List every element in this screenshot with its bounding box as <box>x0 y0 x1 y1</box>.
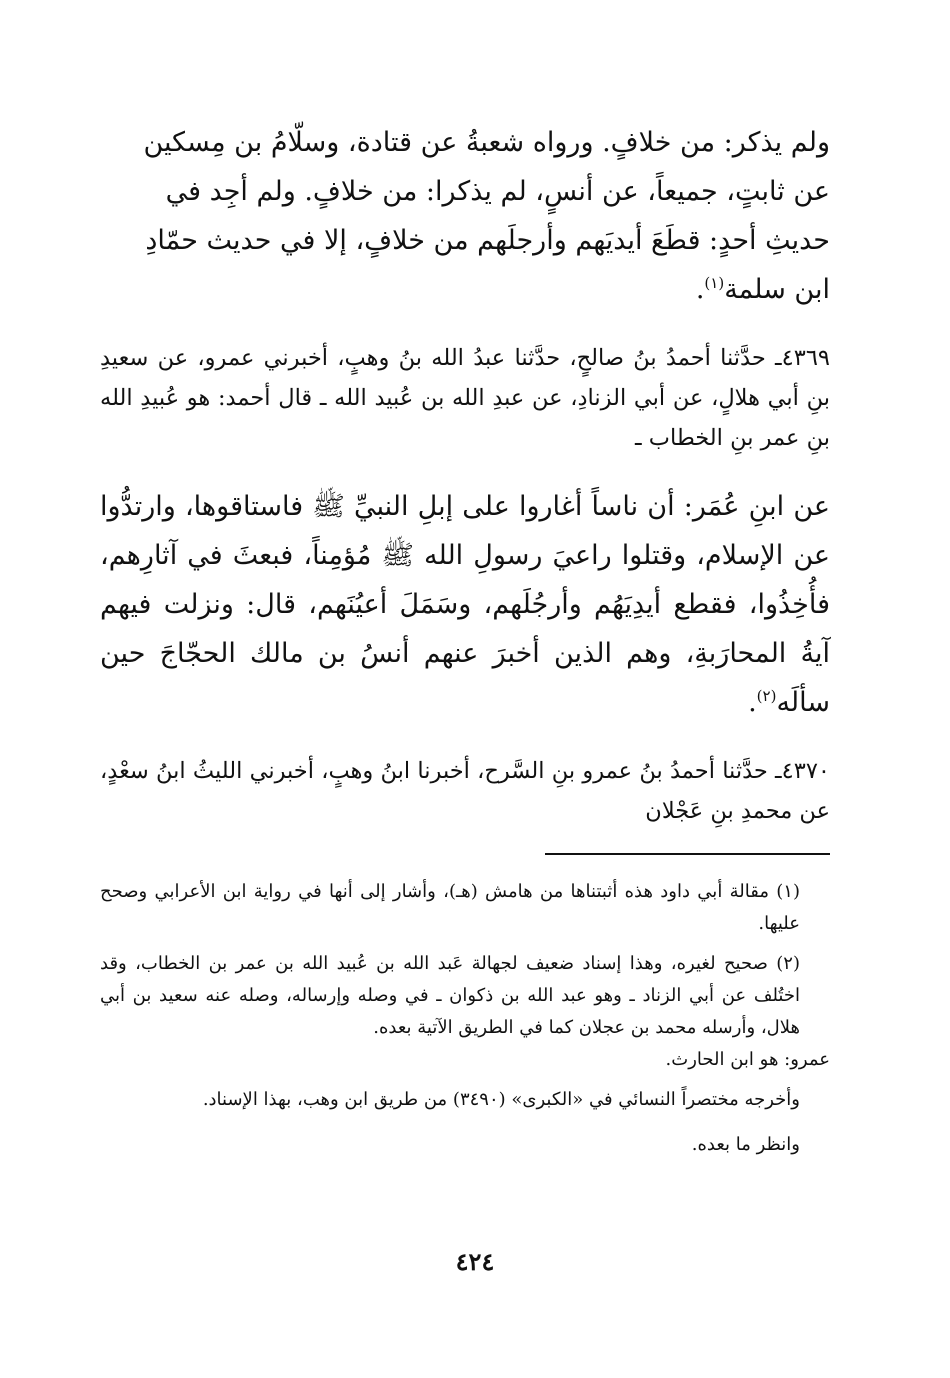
text-line: عن ثابتٍ، جميعاً، عن أنسٍ، لم يذكرا: من خلافٍ. ولم أجِد في <box>165 176 830 207</box>
footnote: (١) مقالة أبي داود هذه أثبتناها من هامش (هـ)، وأشار إلى أنها في رواية ابن الأعرابي وصحح عليها. <box>100 881 800 934</box>
text-line: . <box>695 274 705 305</box>
footnote-reference: (١) <box>704 274 725 292</box>
footnote: (٢) صحيح لغيره، وهذا إسناد ضعيف لجهالة عَبد الله بن عُبيد الله بن عمر بن الخطاب، وقد اختُلف عن أبي الزناد ـ وهو عبد الله بن ذكوان ـ في وصله وإرساله، وصله عنه سعيد بن أبي هلال، وأرسله محمد بن عجلان كما في الطريق الآتية بعده. <box>100 953 800 1038</box>
text-block: عن ابنِ عُمَر: أن ناساً أغاروا على إبلِ النبيِّ ﷺ فاستاقوها، وارتدُّوا عن الإسلام، وقتلوا راعيَ رسولِ الله ﷺ مُؤمِناً، فبعثَ في آثارِهم، فأُخِذُوا، فقطع أيدِيَهُم وأرجُلَهم، وسَمَلَ أعيُنَهم، قال: ونزلت فيهم آيةُ المحارَبةِ، وهم الذين أخبرَ عنهم أنسُ بن مالك الحجّاجَ حين سألَه <box>100 491 830 718</box>
footnote: وانظر ما بعده. <box>691 1134 800 1155</box>
hadith-chain: ٤٣٦٩ـ حدَّثنا أحمدُ بنُ صالحٍ، حدَّثنا عبدُ الله بنُ وهبٍ، أخبرني عمرو، عن سعيدِ بنِ أبي هلالٍ، عن أبي الزنادِ، عن عبدِ الله بن عُبيد الله ـ قال أحمد: هو عُبيدِ الله بنِ عمر بنِ الخطاب ـ <box>100 345 830 451</box>
hadith-chain: ٤٣٧٠ـ حدَّثنا أحمدُ بنُ عمرو بنِ السَّرح، أخبرنا ابنُ وهبٍ، أخبرني الليثُ ابنُ سعْدٍ، عن محمدِ بنِ عَجْلان <box>100 758 830 824</box>
footnote-divider <box>545 853 830 855</box>
paragraph <box>100 118 830 314</box>
text-line: ابن سلمة <box>724 274 830 305</box>
footnotes <box>100 876 830 1161</box>
text-line: . <box>748 687 757 718</box>
paragraph <box>100 482 830 727</box>
main-text <box>100 118 830 831</box>
footnote: وأخرجه مختصراً النسائي في «الكبرى» (٣٤٩٠) من طريق ابن وهب، بهذا الإسناد. <box>202 1089 800 1110</box>
footnote-line: عمرو: هو ابن الحارث. <box>665 1049 830 1070</box>
text-line: ولم يذكر: من خلافٍ. ورواه شعبةُ عن قتادة، وسلّامُ بن مِسكين <box>143 127 830 158</box>
text-line: حديثِ أحدٍ: قطَعَ أيديَهم وأرجلَهم من خلافٍ، إلا في حديث حمّادِ <box>145 225 830 256</box>
footnote-reference: (٢) <box>756 687 777 705</box>
page-number: ٤٢٤ <box>455 1247 495 1276</box>
